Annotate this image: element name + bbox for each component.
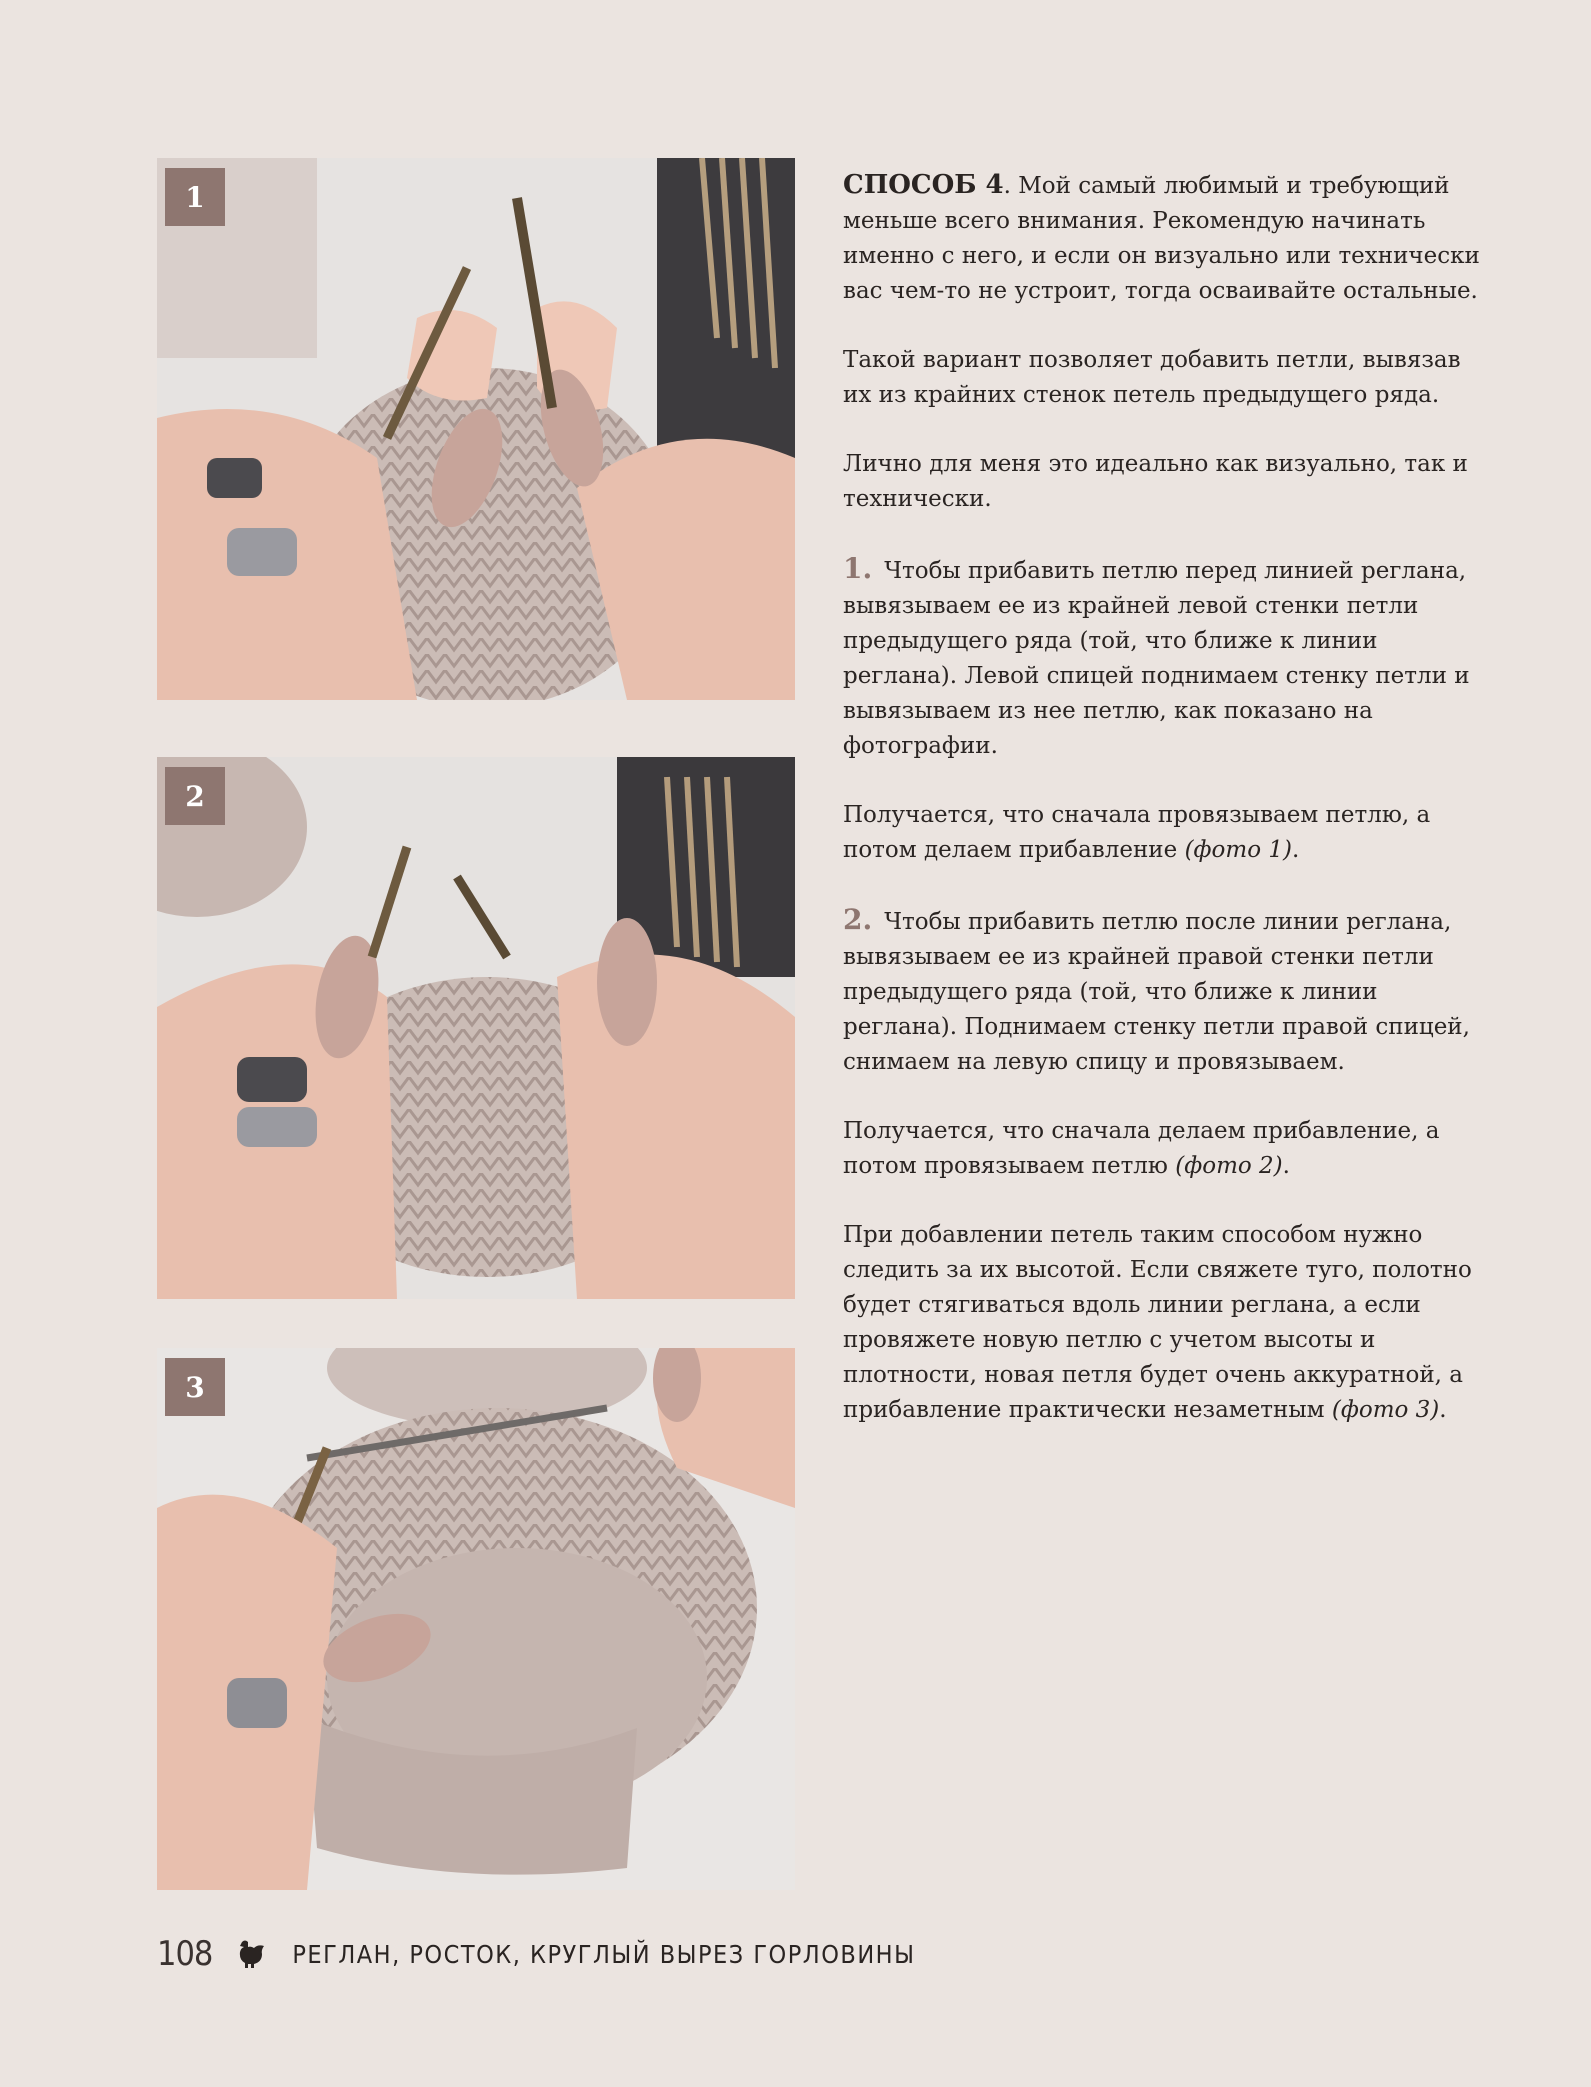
step-1-text: Чтобы прибавить петлю перед линией реглана, вывязываем ее из крайней левой стенки петли предыдущего ряда (той, что ближе к линии реглана). Левой спицей поднимаем стенку петли и вывязываем из нее петлю, как показано на фотографии. (843, 558, 1470, 759)
result-1-text: Получается, что сначала провязываем петлю, а потом делаем прибавление (843, 802, 1431, 863)
photo-ref-3: (фото 3) (1331, 1397, 1440, 1423)
step-2-text: Чтобы прибавить петлю после линии реглана, вывязываем ее из крайней правой стенки петли предыдущего ряда (той, что ближе к линии реглана). Поднимаем стенку петли правой спицей, снимаем на левую спицу и провязываем. (843, 909, 1470, 1075)
paragraph-personal: Лично для меня это идеально как визуально, так и технически. (843, 451, 1468, 512)
paragraph-result-1 (843, 798, 1483, 868)
height-note-text: При добавлении петель таким способом нужно следить за их высотой. Если свяжете туго, полотно будет стягиваться вдоль линии реглана, а если провяжете новую петлю с учетом высоты и плотности, новая петля будет очень аккуратной, а прибавление практически незаметным (843, 1222, 1472, 1423)
photo-3 (157, 1348, 795, 1890)
hen-icon (236, 1938, 266, 1970)
page-footer (157, 1934, 915, 1974)
knitting-photo-1-image (157, 158, 795, 700)
paragraph-variant: Такой вариант позволяет добавить петли, вывязав их из крайних стенок петель предыдущего ряда. (843, 347, 1461, 408)
photo-ref-2: (фото 2) (1175, 1153, 1283, 1179)
section-title: РЕГЛАН, РОСТОК, КРУГЛЫЙ ВЫРЕЗ ГОРЛОВИНЫ (292, 1939, 916, 1969)
step-2 (843, 902, 1483, 1080)
photo-ref-1: (фото 1) (1184, 837, 1292, 863)
knitting-photo-3-image (157, 1348, 795, 1890)
step-1-number: 1. (843, 552, 873, 585)
height-note-end: . (1439, 1397, 1447, 1423)
photo-badge-2: 2 (165, 767, 225, 825)
photo-badge-1: 1 (165, 168, 225, 226)
photo-1 (157, 158, 795, 700)
method-heading: СПОСОБ 4 (843, 170, 1004, 200)
photo-badge-3: 3 (165, 1358, 225, 1416)
paragraph-result-2 (843, 1114, 1483, 1184)
instruction-text (843, 168, 1483, 1462)
result-2-text: Получается, что сначала делаем прибавление, а потом провязываем петлю (843, 1118, 1440, 1179)
photo-2 (157, 757, 795, 1299)
method-intro: . Мой самый любимый и требующий меньше всего внимания. Рекомендую начинать именно с него, и если он визуально или технически вас чем-то не устроит, тогда осваивайте остальные. (843, 173, 1480, 304)
step-1 (843, 551, 1483, 764)
knitting-photo-2-image (157, 757, 795, 1299)
step-2-number: 2. (843, 903, 873, 936)
result-2-end: . (1282, 1153, 1290, 1179)
page-number: 108 (157, 1934, 213, 1974)
paragraph-method-4 (843, 168, 1483, 309)
paragraph-height-note (843, 1218, 1483, 1428)
result-1-end: . (1291, 837, 1300, 863)
